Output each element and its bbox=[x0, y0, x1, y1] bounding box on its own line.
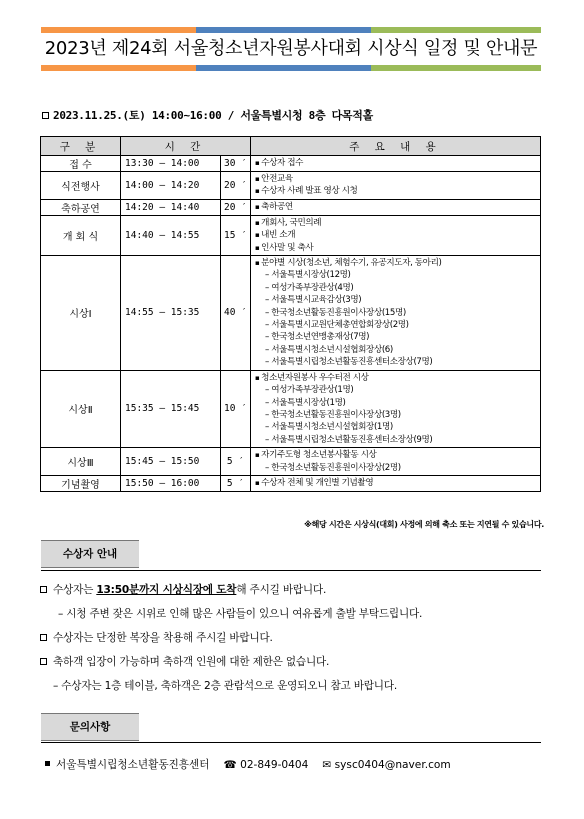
table-row bbox=[41, 156, 541, 172]
row-time: 15:35 – 15:45 bbox=[121, 370, 221, 447]
row-duration: 15 ′ bbox=[221, 215, 251, 255]
content-item: ▪ 개회사, 국민의례 bbox=[255, 217, 536, 229]
schedule-table bbox=[40, 136, 541, 492]
schedule-note: ※해당 시간은 시상식(대회) 사정에 의해 축소 또는 지연될 수 있습니다. bbox=[304, 520, 544, 529]
content-subitem: – 서울특별시교원단체총연합회장상(2명) bbox=[255, 319, 536, 331]
row-category: 기념촬영 bbox=[41, 475, 121, 491]
content-item: ▪ 수상자 접수 bbox=[255, 157, 536, 169]
content-subitem: – 여성가족부장관상(4명) bbox=[255, 282, 536, 294]
title-bottom-bar bbox=[41, 65, 541, 71]
row-duration: 30 ′ bbox=[221, 156, 251, 172]
row-time: 14:00 – 14:20 bbox=[121, 172, 221, 200]
content-item: ▪ 인사말 및 축사 bbox=[255, 242, 536, 254]
checkbox-bullet-icon bbox=[40, 658, 47, 665]
content-subitem: – 서울특별시교육감상(3명) bbox=[255, 294, 536, 306]
content-item: ▪ 수상자 전체 및 개인별 기념촬영 bbox=[255, 477, 536, 489]
row-content bbox=[251, 215, 541, 255]
seating-subnote: – 수상자는 1층 테이블, 축하객은 2층 관람석으로 운영되오니 참고 바랍니다. bbox=[53, 680, 397, 692]
table-row bbox=[41, 475, 541, 491]
row-time: 14:40 – 14:55 bbox=[121, 215, 221, 255]
row-time: 13:30 – 14:00 bbox=[121, 156, 221, 172]
contact-email[interactable]: ✉ sysc0404@naver.com bbox=[322, 759, 451, 771]
title-top-bar bbox=[41, 27, 541, 33]
section-divider bbox=[41, 570, 541, 571]
checkbox-bullet-icon bbox=[40, 586, 47, 593]
content-item: ▪ 축하공연 bbox=[255, 201, 536, 213]
content-subitem: – 서울특별시청소년시설협회장상(6) bbox=[255, 344, 536, 356]
awardee-section-heading: 수상자 안내 bbox=[41, 540, 139, 568]
table-row bbox=[41, 448, 541, 476]
row-category: 시상Ⅲ bbox=[41, 448, 121, 476]
event-info bbox=[42, 107, 373, 123]
bar-blue-segment bbox=[196, 27, 371, 33]
contact-org: 서울특별시립청소년활동진흥센터 bbox=[56, 759, 210, 771]
content-subitem: – 서울특별시청소년시설협회장(1명) bbox=[255, 421, 536, 433]
document-title: 2023년 제24회 서울청소년자원봉사대회 시상식 일정 및 안내문 bbox=[44, 38, 538, 59]
row-content bbox=[251, 172, 541, 200]
row-duration: 10 ′ bbox=[221, 370, 251, 447]
row-content bbox=[251, 475, 541, 491]
row-category: 시상Ⅱ bbox=[41, 370, 121, 447]
row-category: 개 회 식 bbox=[41, 215, 121, 255]
guest-notice: 축하객 입장이 가능하며 축하객 인원에 대한 제한은 없습니다. bbox=[40, 654, 329, 669]
row-duration: 5 ′ bbox=[221, 448, 251, 476]
content-subitem: – 여성가족부장관상(1명) bbox=[255, 384, 536, 396]
table-row bbox=[41, 172, 541, 200]
arrival-deadline-highlight: 13:50분까지 시상식장에 도착 bbox=[96, 584, 237, 596]
row-time: 14:20 – 14:40 bbox=[121, 199, 221, 215]
row-content bbox=[251, 156, 541, 172]
content-item: ▪ 자기주도형 청소년봉사활동 시상 bbox=[255, 449, 536, 461]
bar-orange-segment bbox=[41, 27, 196, 33]
event-info-text: 2023.11.25.(토) 14:00~16:00 / 서울특별시청 8층 다목적홀 bbox=[53, 109, 373, 122]
table-row bbox=[41, 370, 541, 447]
bar-blue-segment bbox=[196, 65, 371, 71]
bar-green-segment bbox=[371, 27, 541, 33]
row-time: 15:45 – 15:50 bbox=[121, 448, 221, 476]
table-row bbox=[41, 215, 541, 255]
schedule-body bbox=[41, 156, 541, 492]
contact-line bbox=[45, 757, 451, 772]
bar-green-segment bbox=[371, 65, 541, 71]
row-duration: 20 ′ bbox=[221, 199, 251, 215]
row-content bbox=[251, 448, 541, 476]
content-subitem: – 한국청소년연맹총재상(7명) bbox=[255, 331, 536, 343]
dress-code-notice: 수상자는 단정한 복장을 착용해 주시길 바랍니다. bbox=[40, 630, 273, 645]
awardee-arrival-notice: 수상자는 13:50분까지 시상식장에 도착해 주시길 바랍니다. bbox=[40, 582, 326, 597]
checkbox-bullet-icon bbox=[40, 634, 47, 641]
row-content bbox=[251, 370, 541, 447]
row-category: 식전행사 bbox=[41, 172, 121, 200]
content-subitem: – 서울특별시립청소년활동진흥센터소장상(7명) bbox=[255, 356, 536, 368]
row-duration: 40 ′ bbox=[221, 256, 251, 371]
content-subitem: – 한국청소년활동진흥원이사장상(3명) bbox=[255, 409, 536, 421]
header-time: 시 간 bbox=[121, 137, 251, 156]
row-time: 14:55 – 15:35 bbox=[121, 256, 221, 371]
header-category: 구 분 bbox=[41, 137, 121, 156]
content-subitem: – 한국청소년활동진흥원이사장상(2명) bbox=[255, 462, 536, 474]
row-category: 시상Ⅰ bbox=[41, 256, 121, 371]
content-subitem: – 한국청소년활동진흥원이사장상(15명) bbox=[255, 307, 536, 319]
content-subitem: – 서울특별시장상(12명) bbox=[255, 269, 536, 281]
table-row bbox=[41, 256, 541, 371]
arrival-subnote: – 시청 주변 잦은 시위로 인해 많은 사람들이 있으니 여유롭게 출발 부탁드립니다. bbox=[58, 608, 423, 620]
row-content bbox=[251, 256, 541, 371]
row-time: 15:50 – 16:00 bbox=[121, 475, 221, 491]
header-content: 주 요 내 용 bbox=[251, 137, 541, 156]
row-duration: 20 ′ bbox=[221, 172, 251, 200]
row-category: 접 수 bbox=[41, 156, 121, 172]
section-divider bbox=[41, 742, 541, 743]
content-item: ▪ 청소년자원봉사 우수터전 시상 bbox=[255, 372, 536, 384]
content-item: ▪ 분야별 시상(청소년, 체험수기, 유공지도자, 동아리) bbox=[255, 257, 536, 269]
bar-orange-segment bbox=[41, 65, 196, 71]
square-bullet-icon bbox=[45, 761, 50, 766]
inquiry-section-heading: 문의사항 bbox=[41, 713, 139, 741]
content-subitem: – 서울특별시립청소년활동진흥센터소장상(9명) bbox=[255, 434, 536, 446]
content-item: ▪ 수상자 사례 발표 영상 시청 bbox=[255, 185, 536, 197]
schedule-header-row bbox=[41, 137, 541, 156]
contact-phone[interactable]: ☎ 02-849-0404 bbox=[223, 759, 309, 771]
row-duration: 5 ′ bbox=[221, 475, 251, 491]
checkbox-bullet-icon bbox=[42, 112, 49, 119]
content-item: ▪ 안전교육 bbox=[255, 173, 536, 185]
table-row bbox=[41, 199, 541, 215]
content-subitem: – 서울특별시장상(1명) bbox=[255, 397, 536, 409]
row-content bbox=[251, 199, 541, 215]
row-category: 축하공연 bbox=[41, 199, 121, 215]
content-item: ▪ 내빈 소개 bbox=[255, 229, 536, 241]
